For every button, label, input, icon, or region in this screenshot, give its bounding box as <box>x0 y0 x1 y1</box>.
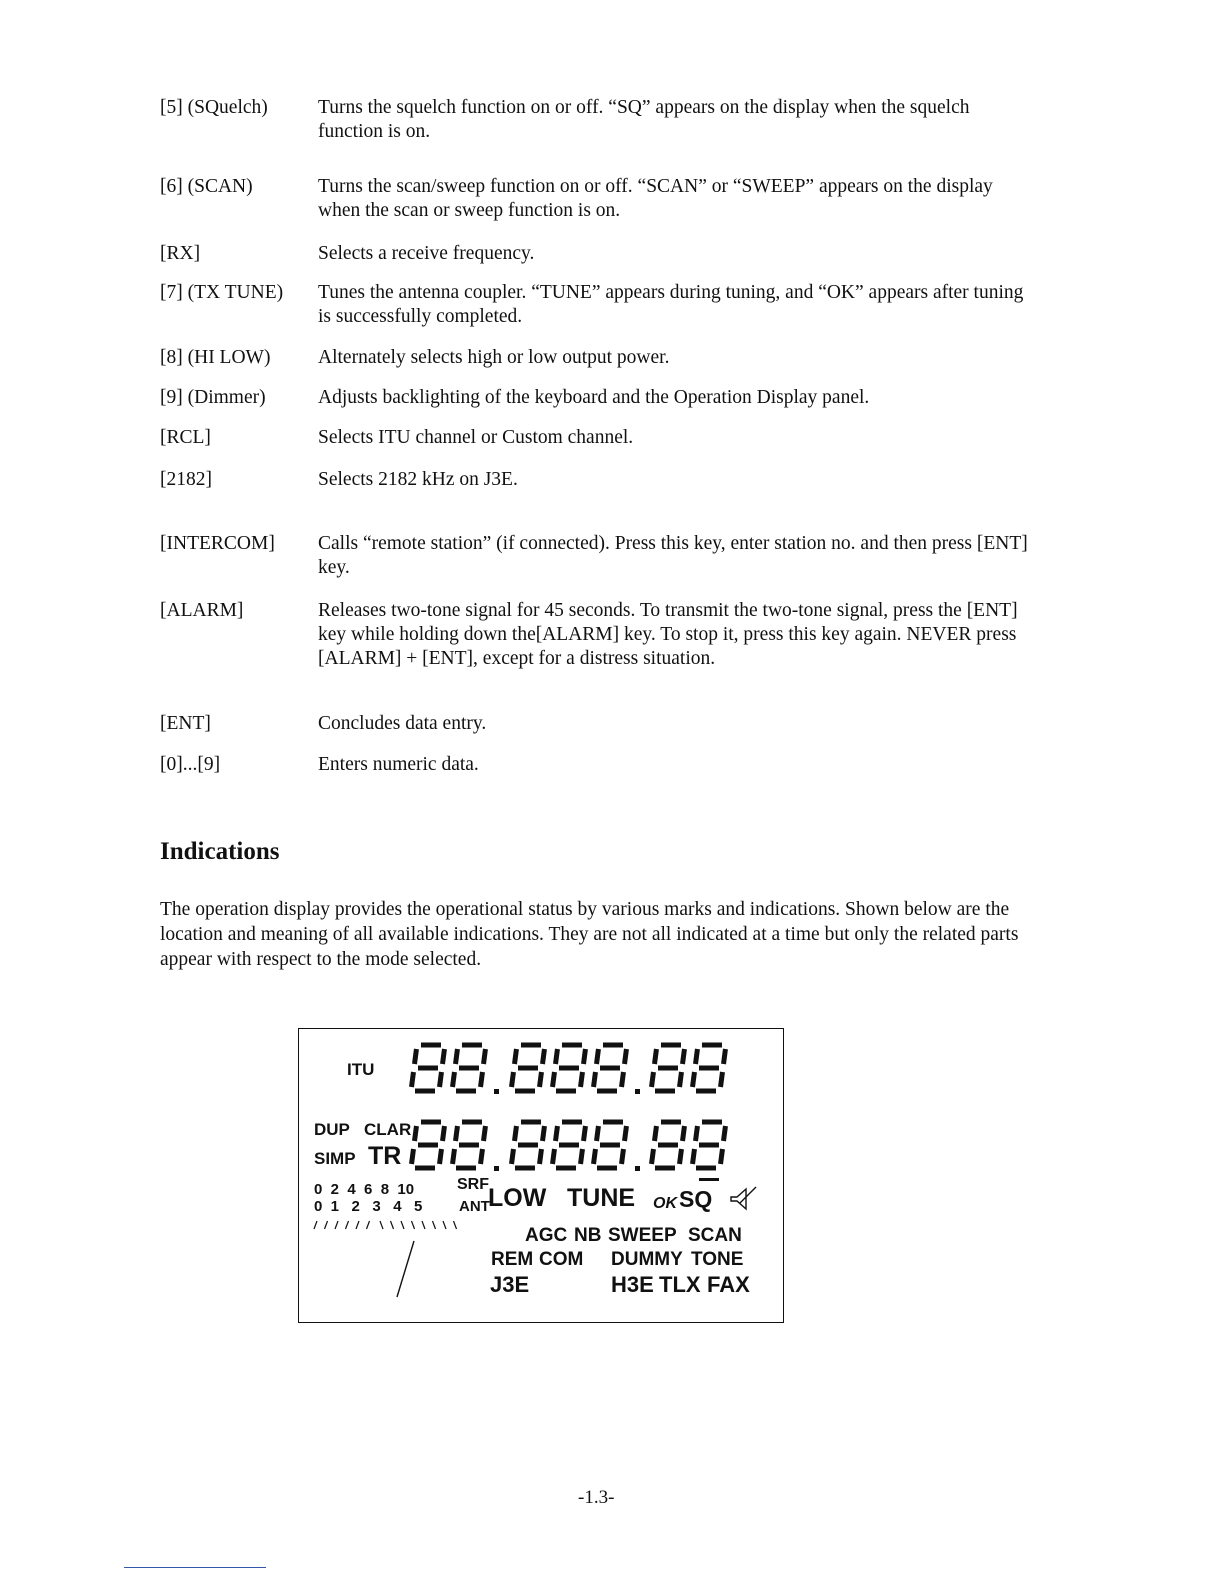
key-description: Selects 2182 kHz on J3E. <box>318 469 518 490</box>
lcd-segment <box>622 1072 624 1087</box>
meter-tick <box>422 1221 425 1229</box>
lcd-segment <box>556 1049 558 1064</box>
lcd-segment <box>512 1072 514 1087</box>
label-scan: SCAN <box>688 1225 742 1246</box>
key-description: Releases two-tone signal for 45 seconds. To transmit the two-tone signal, press the [ENT] key while holding down the[ALARM] key. To stop it, press this key again. NEVER press [ALARM] + [ENT], except for a distress situation. <box>318 600 1018 669</box>
label-h3e: H3E <box>611 1272 654 1297</box>
meter-tick <box>391 1221 394 1229</box>
label-itu: ITU <box>347 1060 375 1079</box>
key-description: Selects ITU channel or Custom channel. <box>318 427 634 448</box>
meter-tick <box>433 1221 436 1229</box>
label-ok: OK <box>653 1195 677 1212</box>
lcd-segment <box>456 1126 458 1141</box>
lcd-segment <box>553 1149 555 1164</box>
lcd-segment <box>512 1149 514 1164</box>
lcd-segment <box>584 1126 586 1141</box>
label-nb: NB <box>574 1225 602 1246</box>
lcd-decimal-point <box>635 1166 640 1171</box>
speaker-icon <box>731 1187 756 1209</box>
key-name: [6] (SCAN) <box>160 176 253 197</box>
lcd-segment <box>721 1149 723 1164</box>
lcd-segment <box>594 1072 596 1087</box>
lcd-segment <box>581 1072 583 1087</box>
lcd-segment <box>625 1126 627 1141</box>
lcd-segment <box>597 1126 599 1141</box>
lcd-segment <box>412 1149 414 1164</box>
lcd-segment <box>696 1049 698 1064</box>
meter-scale-bottom: 0 1 2 3 4 5 <box>314 1198 423 1215</box>
lcd-segment <box>543 1049 545 1064</box>
label-rem: REM <box>491 1249 534 1270</box>
key-description: Selects a receive frequency. <box>318 243 535 264</box>
lcd-segment <box>453 1072 455 1087</box>
lcd-segment <box>693 1149 695 1164</box>
label-dup: DUP <box>314 1120 350 1139</box>
key-description: Enters numeric data. <box>318 754 479 775</box>
lcd-segment <box>540 1072 542 1087</box>
key-description: Alternately selects high or low output power. <box>318 347 670 368</box>
label-agc: AGC <box>525 1225 568 1246</box>
key-name: [2182] <box>160 469 212 490</box>
lcd-segment <box>443 1126 445 1141</box>
key-name: [0]...[9] <box>160 754 221 775</box>
lcd-segment <box>440 1149 442 1164</box>
lcd-segment <box>484 1049 486 1064</box>
lcd-minus-marker <box>699 1178 719 1181</box>
intro-paragraph: The operation display provides the operational status by various marks and indications. Shown below are the location and meaning of all available indications. They are not all indicated at a time but only the related parts appear with respect to the mode selected. <box>160 899 1019 970</box>
lcd-segment <box>721 1072 723 1087</box>
label-tune: TUNE <box>567 1184 636 1212</box>
key-description: Turns the squelch function on or off. “SQ” appears on the display when the squelch function is on. <box>318 97 970 142</box>
key-name: [5] (SQuelch) <box>160 97 268 118</box>
meter-tick <box>314 1221 317 1229</box>
lcd-segment <box>655 1049 657 1064</box>
lcd-segment <box>625 1049 627 1064</box>
operation-display-diagram <box>298 1028 784 1323</box>
lcd-segment <box>453 1149 455 1164</box>
meter-tick <box>454 1221 457 1229</box>
key-name: [8] (HI LOW) <box>160 347 271 368</box>
meter-tick <box>356 1221 359 1229</box>
lcd-segment <box>481 1149 483 1164</box>
lcd-decimal-point <box>494 1166 499 1171</box>
label-ant: ANT <box>459 1198 490 1215</box>
meter-needle <box>397 1241 414 1297</box>
lcd-segment <box>724 1126 726 1141</box>
label-sq: SQ <box>679 1186 713 1212</box>
meter-tick <box>325 1221 328 1229</box>
meter-tick <box>412 1221 415 1229</box>
meter-tick <box>401 1221 404 1229</box>
lcd-segment <box>652 1072 654 1087</box>
lcd-segment <box>693 1072 695 1087</box>
lcd-segment <box>680 1072 682 1087</box>
label-tlx: TLX <box>659 1272 701 1297</box>
key-name: [ENT] <box>160 713 211 734</box>
meter-tick <box>335 1221 338 1229</box>
key-name: [RCL] <box>160 427 211 448</box>
lcd-segment <box>594 1149 596 1164</box>
lcd-segment <box>543 1126 545 1141</box>
key-description: Concludes data entry. <box>318 713 487 734</box>
label-fax: FAX <box>707 1272 750 1297</box>
lcd-segment <box>655 1126 657 1141</box>
lcd-segment <box>724 1049 726 1064</box>
lcd-decimal-point <box>494 1089 499 1094</box>
label-tr: TR <box>368 1142 402 1170</box>
label-low: LOW <box>488 1184 547 1212</box>
key-name: [ALARM] <box>160 600 244 621</box>
lcd-segment <box>597 1049 599 1064</box>
lcd-segment <box>652 1149 654 1164</box>
label-dummy: DUMMY <box>611 1249 683 1270</box>
lcd-segment <box>481 1072 483 1087</box>
key-description: Turns the scan/sweep function on or off. “SCAN” or “SWEEP” appears on the display when the scan or sweep function is on. <box>318 176 993 221</box>
lcd-segment <box>412 1072 414 1087</box>
footer-rule <box>124 1567 266 1568</box>
lcd-segment <box>540 1149 542 1164</box>
lcd-segment <box>581 1149 583 1164</box>
key-description: Tunes the antenna coupler. “TUNE” appears during tuning, and “OK” appears after tuning is successfully completed. <box>318 282 1024 327</box>
lcd-decimal-point <box>635 1089 640 1094</box>
lcd-segment <box>415 1126 417 1141</box>
page-number: -1.3- <box>578 1487 615 1508</box>
label-sweep: SWEEP <box>608 1225 677 1246</box>
lcd-segment <box>515 1049 517 1064</box>
meter-tick <box>380 1221 383 1229</box>
key-name: [9] (Dimmer) <box>160 387 266 408</box>
key-description: Adjusts backlighting of the keyboard and the Operation Display panel. <box>318 387 870 408</box>
lcd-segment <box>456 1049 458 1064</box>
lcd-segment <box>556 1126 558 1141</box>
lcd-segment <box>515 1126 517 1141</box>
key-description: Calls “remote station” (if connected). Press this key, enter station no. and then press [ENT] key. <box>318 533 1028 578</box>
meter-tick <box>367 1221 370 1229</box>
lcd-segment <box>622 1149 624 1164</box>
lcd-segment <box>553 1072 555 1087</box>
label-tone: TONE <box>691 1249 744 1270</box>
label-srf: SRF <box>457 1176 489 1193</box>
key-name: [RX] <box>160 243 201 264</box>
meter-scale-top: 0 2 4 6 8 10 <box>314 1181 415 1198</box>
lcd-segment <box>484 1126 486 1141</box>
meter-tick <box>346 1221 349 1229</box>
lcd-segment <box>415 1049 417 1064</box>
lcd-segment <box>696 1126 698 1141</box>
label-clar: CLAR <box>364 1120 412 1139</box>
lcd-segment <box>440 1072 442 1087</box>
lcd-segment <box>584 1049 586 1064</box>
meter-tick <box>443 1221 446 1229</box>
key-name: [7] (TX TUNE) <box>160 282 284 303</box>
lcd-segment <box>680 1149 682 1164</box>
key-name: [INTERCOM] <box>160 533 275 554</box>
label-com: COM <box>539 1249 584 1270</box>
lcd-segment <box>443 1049 445 1064</box>
label-j3e: J3E <box>490 1272 530 1297</box>
section-title: Indications <box>160 838 280 865</box>
lcd-segment <box>683 1126 685 1141</box>
lcd-segment <box>683 1049 685 1064</box>
label-simp: SIMP <box>314 1149 356 1168</box>
